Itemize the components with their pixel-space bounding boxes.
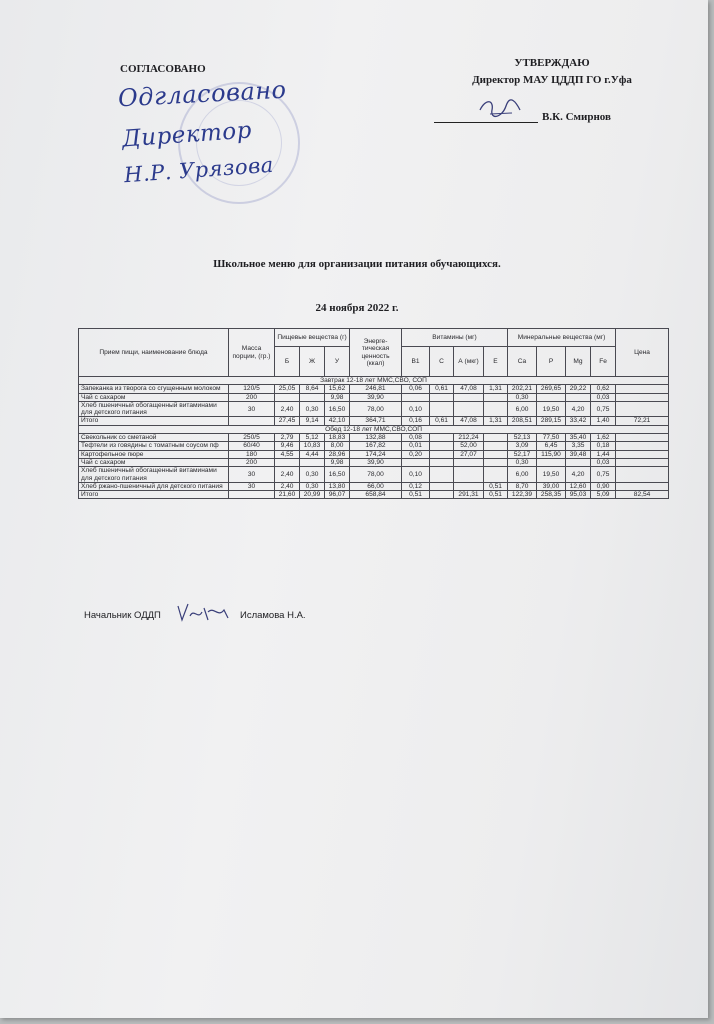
cell-value <box>454 393 484 401</box>
cell-value: 1,31 <box>484 385 508 393</box>
cell-value: 3,09 <box>508 442 537 450</box>
col-header-energy: Энерге-тическая ценность (ккал) <box>350 329 402 377</box>
head-title: Начальник ОДДП <box>84 610 161 621</box>
cell-value <box>430 482 454 490</box>
cell-value: 1,40 <box>591 417 616 425</box>
total-row <box>79 491 669 499</box>
cell-value <box>454 458 484 466</box>
cell-value: 9,98 <box>325 393 350 401</box>
cell-value: 1,62 <box>591 434 616 442</box>
cell-value: 77,50 <box>537 434 566 442</box>
cell-value: 0,75 <box>591 467 616 483</box>
cell-value <box>616 442 669 450</box>
cell-value: 39,00 <box>537 482 566 490</box>
cell-value <box>616 458 669 466</box>
cell-value: 2,40 <box>275 467 300 483</box>
col-header-minerals: Минеральные вещества (мг) <box>508 329 616 347</box>
cell-dish-name: Запеканка из творога со сгущенным молоком <box>79 385 229 393</box>
cell-value: 9,14 <box>300 417 325 425</box>
document-date: 24 ноября 2022 г. <box>315 302 399 314</box>
cell-value: 1,44 <box>591 450 616 458</box>
cell-value: 0,10 <box>402 467 430 483</box>
cell-value: 29,22 <box>566 385 591 393</box>
cell-dish-name: Картофельное пюре <box>79 450 229 458</box>
cell-value <box>402 393 430 401</box>
cell-dish-name: Свекольник со сметаной <box>79 434 229 442</box>
cell-value <box>616 393 669 401</box>
cell-value <box>402 458 430 466</box>
cell-value <box>616 450 669 458</box>
section-title: Завтрак 12-18 лет ММС,СВО, СОП <box>79 377 669 385</box>
col-header-vitamins: Витамины (мг) <box>402 329 508 347</box>
cell-value: 35,40 <box>566 434 591 442</box>
cell-value: 9,46 <box>275 442 300 450</box>
cell-value <box>616 434 669 442</box>
cell-value: 0,51 <box>484 491 508 499</box>
table-row <box>79 442 669 450</box>
cell-value: 33,42 <box>566 417 591 425</box>
cell-value <box>430 450 454 458</box>
cell-value: 0,06 <box>402 385 430 393</box>
cell-value <box>484 442 508 450</box>
cell-value <box>537 458 566 466</box>
cell-value: 269,65 <box>537 385 566 393</box>
cell-dish-name: Хлеб ржано-пшеничный для детского питания <box>79 482 229 490</box>
cell-value: 16,50 <box>325 467 350 483</box>
cell-value <box>454 467 484 483</box>
cell-value: 0,51 <box>402 491 430 499</box>
cell-value: 66,00 <box>350 482 402 490</box>
cell-value: 0,30 <box>300 401 325 417</box>
col-header-u: У <box>325 347 350 377</box>
cell-value: 0,30 <box>508 393 537 401</box>
col-header-fe: Fe <box>591 347 616 377</box>
col-header-b: Б <box>275 347 300 377</box>
cell-value: 0,01 <box>402 442 430 450</box>
cell-value <box>430 491 454 499</box>
cell-value: 21,60 <box>275 491 300 499</box>
cell-value <box>616 482 669 490</box>
cell-value: 250/5 <box>229 434 275 442</box>
cell-value: 1,31 <box>484 417 508 425</box>
cell-value: 167,82 <box>350 442 402 450</box>
cell-value: 2,40 <box>275 482 300 490</box>
col-header-mass: Масса порции, (гр.) <box>229 329 275 377</box>
cell-dish-name: Хлеб пшеничный обогащенный витаминами для детского питания <box>79 467 229 483</box>
handwriting-name: Н.Р. Урязова <box>123 152 275 188</box>
cell-value: 4,55 <box>275 450 300 458</box>
cell-value: 30 <box>229 482 275 490</box>
cell-value: 78,00 <box>350 401 402 417</box>
cell-value: 4,44 <box>300 450 325 458</box>
cell-value: 9,98 <box>325 458 350 466</box>
cell-value <box>229 491 275 499</box>
cell-value: 52,00 <box>454 442 484 450</box>
cell-value: 95,03 <box>566 491 591 499</box>
cell-value <box>300 393 325 401</box>
head-name: Исламова Н.А. <box>240 610 306 621</box>
col-header-e: E <box>484 347 508 377</box>
cell-value: 0,51 <box>484 482 508 490</box>
cell-value: 25,05 <box>275 385 300 393</box>
cell-value: 122,39 <box>508 491 537 499</box>
table-row <box>79 458 669 466</box>
cell-value: 0,30 <box>508 458 537 466</box>
cell-value: 39,90 <box>350 458 402 466</box>
col-header-name: Прием пищи, наименование блюда <box>79 329 229 377</box>
col-header-c: C <box>430 347 454 377</box>
cell-value: 27,45 <box>275 417 300 425</box>
cell-value: 8,64 <box>300 385 325 393</box>
cell-value: 180 <box>229 450 275 458</box>
table-row <box>79 385 669 393</box>
cell-value: 0,90 <box>591 482 616 490</box>
cell-value: 42,10 <box>325 417 350 425</box>
cell-value: 10,83 <box>300 442 325 450</box>
table-row <box>79 393 669 401</box>
approved-label: СОГЛАСОВАНО <box>120 63 206 75</box>
cell-value: 0,10 <box>402 401 430 417</box>
cell-value: 2,40 <box>275 401 300 417</box>
cell-value: 208,51 <box>508 417 537 425</box>
cell-value: 27,07 <box>454 450 484 458</box>
confirm-label: УТВЕРЖДАЮ <box>514 57 590 69</box>
cell-value: 5,12 <box>300 434 325 442</box>
cell-value <box>566 458 591 466</box>
cell-value: 16,50 <box>325 401 350 417</box>
cell-value: 0,61 <box>430 385 454 393</box>
cell-dish-name: Тефтели из говядины с томатным соусом пф <box>79 442 229 450</box>
cell-value <box>430 458 454 466</box>
cell-value: 200 <box>229 393 275 401</box>
cell-value: 28,96 <box>325 450 350 458</box>
cell-value <box>484 401 508 417</box>
table-row <box>79 434 669 442</box>
col-header-nutrients: Пищевые вещества (г) <box>275 329 350 347</box>
section-row <box>79 425 669 433</box>
cell-value <box>484 467 508 483</box>
cell-value <box>616 385 669 393</box>
cell-value: 4,20 <box>566 401 591 417</box>
cell-value: 13,80 <box>325 482 350 490</box>
cell-value <box>566 393 591 401</box>
cell-value: 289,15 <box>537 417 566 425</box>
cell-value: 82,54 <box>616 491 669 499</box>
director-name: В.К. Смирнов <box>542 111 611 123</box>
cell-value <box>484 434 508 442</box>
cell-value <box>430 393 454 401</box>
cell-value: 30 <box>229 401 275 417</box>
cell-value: 174,24 <box>350 450 402 458</box>
cell-value: 0,30 <box>300 467 325 483</box>
cell-value: 39,90 <box>350 393 402 401</box>
cell-value: 8,70 <box>508 482 537 490</box>
cell-value: 0,61 <box>430 417 454 425</box>
cell-value <box>484 458 508 466</box>
cell-value <box>430 401 454 417</box>
cell-value: 132,88 <box>350 434 402 442</box>
confirm-position: Директор МАУ ЦДДП ГО г.Уфа <box>472 74 632 86</box>
cell-value <box>484 450 508 458</box>
cell-value: 0,75 <box>591 401 616 417</box>
table-row <box>79 401 669 417</box>
col-header-ca: Ca <box>508 347 537 377</box>
cell-value: 78,00 <box>350 467 402 483</box>
cell-value: 72,21 <box>616 417 669 425</box>
cell-value <box>616 401 669 417</box>
cell-value: 0,03 <box>591 393 616 401</box>
total-row <box>79 417 669 425</box>
head-signature <box>172 598 232 626</box>
cell-value <box>300 458 325 466</box>
cell-value: 0,18 <box>591 442 616 450</box>
cell-dish-name: Итого <box>79 491 229 499</box>
cell-value: 246,81 <box>350 385 402 393</box>
table-row <box>79 482 669 490</box>
cell-value: 3,35 <box>566 442 591 450</box>
col-header-a: А (мкг) <box>454 347 484 377</box>
cell-value: 658,84 <box>350 491 402 499</box>
cell-value: 4,20 <box>566 467 591 483</box>
cell-value: 20,99 <box>300 491 325 499</box>
cell-value: 30 <box>229 467 275 483</box>
confirm-block <box>437 55 667 89</box>
cell-dish-name: Чай с сахаром <box>79 458 229 466</box>
col-header-mg: Mg <box>566 347 591 377</box>
cell-value: 47,08 <box>454 417 484 425</box>
cell-value: 5,09 <box>591 491 616 499</box>
cell-value: 12,60 <box>566 482 591 490</box>
cell-value: 52,17 <box>508 450 537 458</box>
director-signature <box>476 96 524 122</box>
cell-value: 0,30 <box>300 482 325 490</box>
section-row <box>79 377 669 385</box>
cell-value <box>454 401 484 417</box>
handwriting-position: Директор <box>121 117 253 153</box>
cell-value: 0,08 <box>402 434 430 442</box>
table-row <box>79 467 669 483</box>
cell-value <box>430 467 454 483</box>
cell-value: 364,71 <box>350 417 402 425</box>
table-row <box>79 450 669 458</box>
cell-value: 60/40 <box>229 442 275 450</box>
col-header-price: Цена <box>616 329 669 377</box>
cell-value <box>430 442 454 450</box>
cell-value: 0,12 <box>402 482 430 490</box>
cell-value <box>275 458 300 466</box>
cell-value: 0,16 <box>402 417 430 425</box>
cell-value: 0,20 <box>402 450 430 458</box>
cell-value: 6,00 <box>508 401 537 417</box>
cell-value: 8,00 <box>325 442 350 450</box>
cell-value: 15,62 <box>325 385 350 393</box>
cell-value: 0,03 <box>591 458 616 466</box>
cell-value <box>484 393 508 401</box>
cell-value <box>275 393 300 401</box>
cell-value <box>454 482 484 490</box>
cell-dish-name: Итого <box>79 417 229 425</box>
cell-value: 120/5 <box>229 385 275 393</box>
cell-value: 6,45 <box>537 442 566 450</box>
cell-dish-name: Хлеб пшеничный обогащенный витаминами для детского питания <box>79 401 229 417</box>
cell-value: 96,07 <box>325 491 350 499</box>
col-header-zh: Ж <box>300 347 325 377</box>
cell-value: 39,48 <box>566 450 591 458</box>
cell-value: 47,08 <box>454 385 484 393</box>
section-title: Обед 12-18 лет ММС,СВО,СОП <box>79 425 669 433</box>
cell-value: 291,31 <box>454 491 484 499</box>
cell-value: 200 <box>229 458 275 466</box>
col-header-b1: B1 <box>402 347 430 377</box>
cell-value <box>616 467 669 483</box>
cell-value: 2,79 <box>275 434 300 442</box>
cell-value: 6,00 <box>508 467 537 483</box>
document-title: Школьное меню для организации питания обучающихся. <box>213 258 501 270</box>
cell-value: 18,83 <box>325 434 350 442</box>
cell-value: 202,21 <box>508 385 537 393</box>
cell-value: 258,35 <box>537 491 566 499</box>
cell-dish-name: Чай с сахаром <box>79 393 229 401</box>
cell-value <box>229 417 275 425</box>
cell-value: 212,24 <box>454 434 484 442</box>
signature-line <box>434 122 538 123</box>
cell-value <box>537 393 566 401</box>
col-header-p: P <box>537 347 566 377</box>
cell-value <box>430 434 454 442</box>
cell-value: 0,62 <box>591 385 616 393</box>
menu-table <box>78 328 669 499</box>
handwriting-approval: Одгласовано <box>117 75 288 113</box>
cell-value: 52,13 <box>508 434 537 442</box>
menu-table-body <box>79 377 669 499</box>
cell-value: 19,50 <box>537 467 566 483</box>
cell-value: 19,50 <box>537 401 566 417</box>
cell-value: 115,90 <box>537 450 566 458</box>
